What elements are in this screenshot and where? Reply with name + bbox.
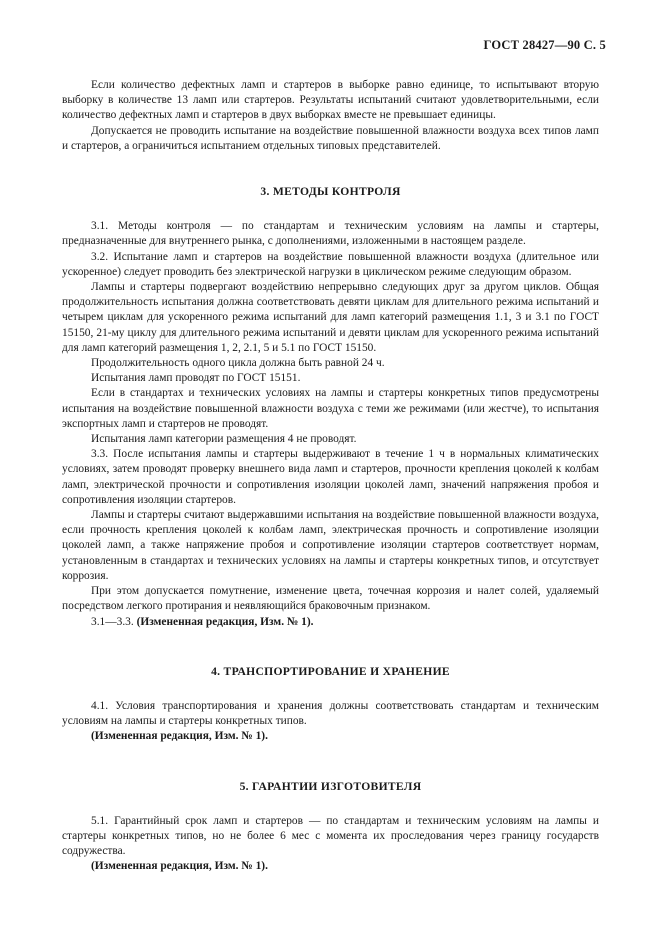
amendment-note: (Измененная редакция, Изм. № 1). (91, 860, 268, 873)
paragraph: Лампы и стартеры считают выдержавшими испытания на воздействие повышенной влажности воздуха, если прочность крепления цоколей к колбам ламп, электрическая прочность и сопротивление изоляции цоколей ламп, а также напряжение пробоя и сопротивление изоляции стартеров соответствует нормам, установленным в стандартах и технических условиях на лампы и стартеры конкретных типов, и отсутствует коррозия. (62, 509, 599, 582)
paragraph: Если количество дефектных ламп и стартеров в выборке равно единице, то испытывают вторую выборку в количестве 13 ламп или стартеров. Результаты испытаний считают удовлетворительными, если количество дефектных ламп и стартеров в двух выборках вместе не превышает единицы. (62, 79, 599, 122)
paragraph: 3.3. После испытания лампы и стартеры выдерживают в течение 1 ч в нормальных климатических условиях, затем проводят проверку внешнего вида ламп и стартеров, прочности крепления цоколей к колбам ламп, электрической прочности и сопротивления изоляции цоколей ламп, значений напряжения пробоя и сопротивления изоляции стартеров. (62, 448, 599, 506)
page-header: ГОСТ 28427—90 С. 5 (483, 38, 606, 52)
amendment-text: (Измененная редакция, Изм. № 1). (136, 615, 314, 628)
paragraph: 3.2. Испытание ламп и стартеров на воздействие повышенной влажности воздуха (длительное или ускоренное) следует проводить без электрической нагрузки в циклическом режиме следующим образом. (62, 250, 599, 278)
paragraph: Испытания ламп категории размещения 4 не проводят. (91, 433, 357, 446)
paragraph: Лампы и стартеры подвергают воздействию непрерывно следующих друг за другом циклов. Общая продолжительность испытания должна соответствовать девяти циклам для длительного режима испытаний и четырем циклам для ускоренного режима испытаний для ламп категорий размещения 1.1, 3 и 3.1 по ГОСТ 15150, 21-му циклу для длительного режима испытаний и девяти циклам для ускоренного режима испытаний для ламп категорий размещения 1, 2, 2.1, 5 и 5.1 по ГОСТ 15150. (62, 281, 599, 354)
amendment-note (62, 615, 599, 630)
paragraph: 3.1. Методы контроля — по стандартам и техническим условиям на лампы и стартеры, предназначенные для внутреннего рынка, с дополнениями, изложенными в настоящем разделе. (62, 220, 599, 248)
section-title: 3. МЕТОДЫ КОНТРОЛЯ (260, 185, 401, 199)
amendment-note: (Измененная редакция, Изм. № 1). (91, 730, 268, 743)
paragraph: 5.1. Гарантийный срок ламп и стартеров — по стандартам и техническим условиям на лампы и стартеры конкретных типов, но не более 6 мес с момента их проследования через границу государств содружества. (62, 814, 599, 858)
paragraph: Если в стандартах и технических условиях на лампы и стартеры конкретных типов предусмотрены испытания на воздействие повышенной влажности воздуха с теми же режимами (или жестче), то испытания экспортных ламп и стартеров не проводят. (62, 387, 599, 430)
paragraph: Допускается не проводить испытание на воздействие повышенной влажности воздуха всех типов ламп и стартеров, а ограничиться испытанием отдельных типовых представителей. (62, 124, 599, 152)
paragraph: 4.1. Условия транспортирования и хранения должны соответствовать стандартам и техническим условиям на лампы и стартеры конкретных типов. (62, 699, 599, 728)
section-title: 4. ТРАНСПОРТИРОВАНИЕ И ХРАНЕНИЕ (211, 664, 450, 678)
document-body (62, 78, 599, 875)
section-title: 5. ГАРАНТИИ ИЗГОТОВИТЕЛЯ (239, 779, 422, 793)
paragraph: При этом допускается помутнение, изменение цвета, точечная коррозия и налет солей, удаляемый посредством легкого протирания и неявляющийся браковочным признаком. (62, 585, 599, 613)
paragraph: Продолжительность одного цикла должна быть равной 24 ч. (91, 357, 385, 370)
amendment-clauses: 3.1—3.3. (91, 615, 134, 628)
paragraph: Испытания ламп проводят по ГОСТ 15151. (91, 372, 301, 385)
